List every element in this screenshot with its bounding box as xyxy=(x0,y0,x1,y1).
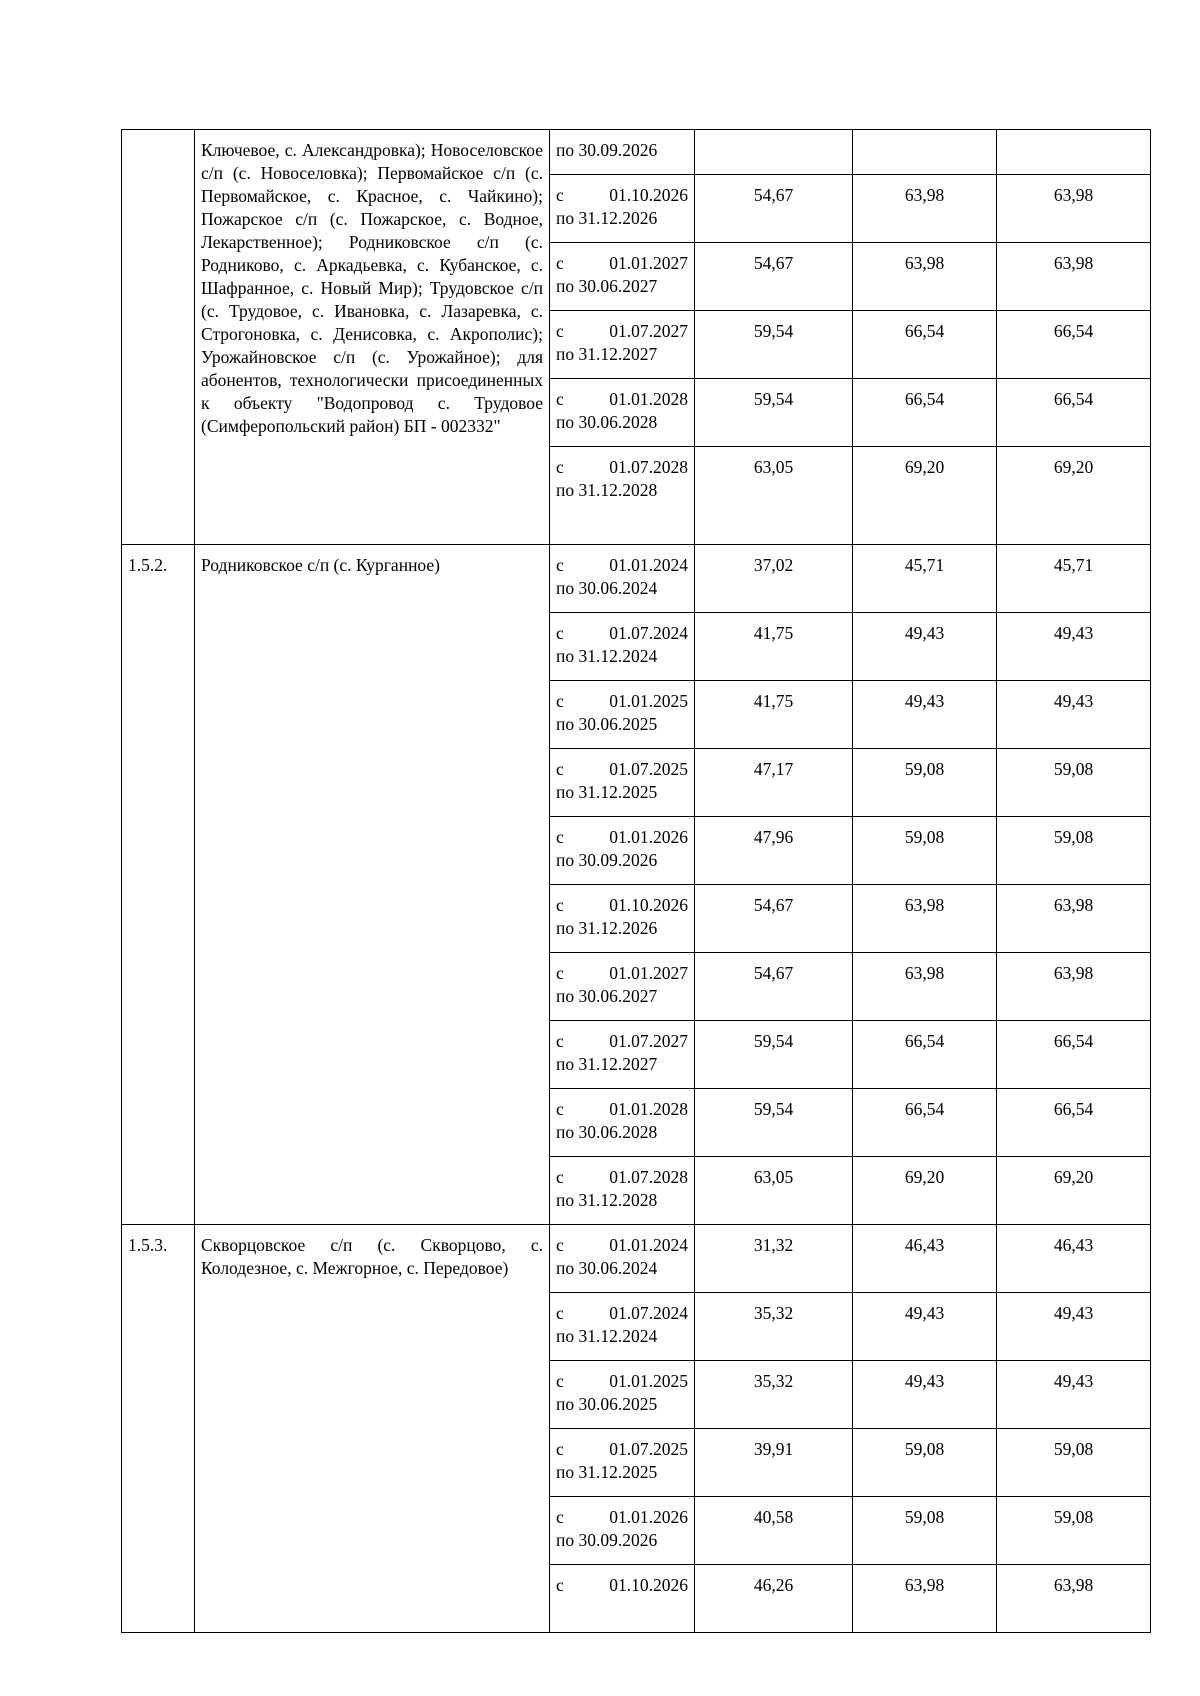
period-from-line xyxy=(556,184,688,207)
period-prefix: с xyxy=(556,1167,564,1187)
period-cell xyxy=(550,545,695,613)
tariff-value-3: 49,43 xyxy=(997,613,1151,681)
tariff-value-2: 49,43 xyxy=(853,1361,997,1429)
tariff-value-1: 59,54 xyxy=(695,1021,853,1089)
tariff-value-1: 47,17 xyxy=(695,749,853,817)
period-prefix: с xyxy=(556,555,564,575)
tariff-value-1: 41,75 xyxy=(695,613,853,681)
tariff-value-2: 49,43 xyxy=(853,681,997,749)
tariff-value-3: 59,08 xyxy=(997,749,1151,817)
period-from-line xyxy=(556,622,688,645)
period-to: по 30.09.2026 xyxy=(556,850,658,870)
period-cell xyxy=(550,379,695,447)
tariff-value-1: 59,54 xyxy=(695,311,853,379)
tariff-table-body xyxy=(122,130,1151,1633)
period-from: 01.01.2026 xyxy=(609,1507,688,1527)
tariff-value-2 xyxy=(853,130,997,175)
period-from: 01.07.2028 xyxy=(609,457,688,477)
period-from: 01.01.2025 xyxy=(609,1371,688,1391)
period-cell xyxy=(550,1497,695,1565)
tariff-value-3: 66,54 xyxy=(997,311,1151,379)
period-cell xyxy=(550,130,695,175)
tariff-value-1: 54,67 xyxy=(695,885,853,953)
period-from-line xyxy=(556,690,688,713)
period-prefix: с xyxy=(556,827,564,847)
period-to: по 30.06.2024 xyxy=(556,578,658,598)
settlement-name: Родниковское с/п (с. Курганное) xyxy=(195,545,550,1225)
item-number: 1.5.3. xyxy=(122,1225,195,1633)
period-from-line xyxy=(556,894,688,917)
period-cell xyxy=(550,681,695,749)
period-prefix: с xyxy=(556,1371,564,1391)
item-number: 1.5.2. xyxy=(122,545,195,1225)
tariff-value-1: 54,67 xyxy=(695,243,853,311)
tariff-value-1: 59,54 xyxy=(695,1089,853,1157)
settlement-name: Скворцовское с/п (с. Скворцово, с. Колодезное, с. Межгорное, с. Передовое) xyxy=(195,1225,550,1633)
period-to: по 30.06.2025 xyxy=(556,714,658,734)
table-row xyxy=(122,545,1151,613)
tariff-value-2: 63,98 xyxy=(853,1565,997,1633)
tariff-value-3: 49,43 xyxy=(997,1361,1151,1429)
tariff-value-3: 63,98 xyxy=(997,243,1151,311)
tariff-value-2: 63,98 xyxy=(853,175,997,243)
period-to: по 30.06.2027 xyxy=(556,986,658,1006)
period-prefix: с xyxy=(556,457,564,477)
tariff-value-1: 37,02 xyxy=(695,545,853,613)
tariff-value-3: 63,98 xyxy=(997,953,1151,1021)
tariff-value-1 xyxy=(695,130,853,175)
period-to: по 31.12.2025 xyxy=(556,782,658,802)
period-cell xyxy=(550,1089,695,1157)
period-from: 01.01.2027 xyxy=(609,253,688,273)
tariff-value-1: 54,67 xyxy=(695,175,853,243)
tariff-value-3: 63,98 xyxy=(997,175,1151,243)
period-to: по 30.06.2028 xyxy=(556,1122,658,1142)
tariff-value-1: 46,26 xyxy=(695,1565,853,1633)
tariff-value-3: 66,54 xyxy=(997,379,1151,447)
period-to: по 31.12.2026 xyxy=(556,918,658,938)
period-to: по 31.12.2024 xyxy=(556,1326,658,1346)
period-to: по 30.06.2027 xyxy=(556,276,658,296)
period-from: 01.01.2028 xyxy=(609,389,688,409)
period-cell xyxy=(550,311,695,379)
period-from-line xyxy=(556,1030,688,1053)
period-from: 01.01.2025 xyxy=(609,691,688,711)
period-from-line xyxy=(556,1574,688,1597)
period-to: по 31.12.2028 xyxy=(556,480,658,500)
tariff-value-2: 66,54 xyxy=(853,311,997,379)
tariff-value-3: 49,43 xyxy=(997,681,1151,749)
period-from-line xyxy=(556,1302,688,1325)
period-prefix: с xyxy=(556,185,564,205)
period-from-line xyxy=(556,1098,688,1121)
period-from-line xyxy=(556,388,688,411)
period-to: по 30.09.2026 xyxy=(556,140,658,160)
tariff-value-1: 39,91 xyxy=(695,1429,853,1497)
period-from: 01.07.2025 xyxy=(609,1439,688,1459)
tariff-value-2: 69,20 xyxy=(853,1157,997,1225)
period-to: по 31.12.2028 xyxy=(556,1190,658,1210)
period-cell xyxy=(550,1157,695,1225)
period-from-line xyxy=(556,1234,688,1257)
period-from: 01.01.2024 xyxy=(609,1235,688,1255)
period-to: по 31.12.2026 xyxy=(556,208,658,228)
period-from: 01.01.2028 xyxy=(609,1099,688,1119)
period-cell xyxy=(550,1565,695,1633)
period-prefix: с xyxy=(556,895,564,915)
tariff-value-2: 49,43 xyxy=(853,1293,997,1361)
item-number xyxy=(122,130,195,545)
period-cell xyxy=(550,447,695,545)
tariff-value-3: 63,98 xyxy=(997,885,1151,953)
period-prefix: с xyxy=(556,623,564,643)
period-prefix: с xyxy=(556,1031,564,1051)
period-from-line xyxy=(556,320,688,343)
period-from: 01.01.2024 xyxy=(609,555,688,575)
tariff-value-1: 31,32 xyxy=(695,1225,853,1293)
period-from-line xyxy=(556,456,688,479)
period-from: 01.10.2026 xyxy=(609,185,688,205)
tariff-value-1: 47,96 xyxy=(695,817,853,885)
tariff-value-1: 59,54 xyxy=(695,379,853,447)
period-cell xyxy=(550,953,695,1021)
period-cell xyxy=(550,1021,695,1089)
period-cell xyxy=(550,817,695,885)
tariff-value-2: 49,43 xyxy=(853,613,997,681)
period-cell xyxy=(550,749,695,817)
period-to: по 30.06.2028 xyxy=(556,412,658,432)
period-prefix: с xyxy=(556,1575,564,1595)
period-prefix: с xyxy=(556,321,564,341)
tariff-value-2: 46,43 xyxy=(853,1225,997,1293)
tariff-value-2: 59,08 xyxy=(853,749,997,817)
period-prefix: с xyxy=(556,963,564,983)
period-from-line xyxy=(556,758,688,781)
tariff-value-2: 66,54 xyxy=(853,379,997,447)
period-prefix: с xyxy=(556,389,564,409)
tariff-value-3: 45,71 xyxy=(997,545,1151,613)
period-to: по 31.12.2024 xyxy=(556,646,658,666)
tariff-value-3: 66,54 xyxy=(997,1089,1151,1157)
period-from: 01.07.2028 xyxy=(609,1167,688,1187)
period-from: 01.01.2026 xyxy=(609,827,688,847)
tariff-value-3: 63,98 xyxy=(997,1565,1151,1633)
period-prefix: с xyxy=(556,1099,564,1119)
period-prefix: с xyxy=(556,691,564,711)
period-from: 01.10.2026 xyxy=(609,895,688,915)
period-prefix: с xyxy=(556,1439,564,1459)
tariff-value-2: 69,20 xyxy=(853,447,997,545)
period-from-line xyxy=(556,1506,688,1529)
period-to: по 31.12.2027 xyxy=(556,1054,658,1074)
tariff-value-2: 63,98 xyxy=(853,243,997,311)
period-to: по 30.06.2024 xyxy=(556,1258,658,1278)
period-from: 01.07.2024 xyxy=(609,1303,688,1323)
tariff-value-2: 66,54 xyxy=(853,1021,997,1089)
period-cell xyxy=(550,1361,695,1429)
tariff-value-1: 41,75 xyxy=(695,681,853,749)
tariff-value-2: 45,71 xyxy=(853,545,997,613)
tariff-value-2: 63,98 xyxy=(853,885,997,953)
period-cell xyxy=(550,885,695,953)
period-from: 01.07.2027 xyxy=(609,321,688,341)
tariff-value-3: 66,54 xyxy=(997,1021,1151,1089)
period-from-line xyxy=(556,252,688,275)
settlement-name: Ключевое, с. Александровка); Новоселовское с/п (с. Новоселовка); Первомайское с/п (с. Первомайское, с. Красное, с. Чайкино); Пожарское с/п (с. Пожарское, с. Водное, Лекарственное); Родниковское с/п (с. Родниково, с. Аркадьевка, с. Кубанское, с. Шафранное, с. Новый Мир); Трудовское с/п (с. Трудовое, с. Ивановка, с. Лазаревка, с. Строгоновка, с. Денисовка, с. Акрополис); Урожайновское с/п (с. Урожайное); для абонентов, технологически присоединенных к объекту "Водопровод с. Трудовое (Симферопольский район) БП - 002332" xyxy=(195,130,550,545)
tariff-value-2: 59,08 xyxy=(853,817,997,885)
period-cell xyxy=(550,613,695,681)
period-from-line xyxy=(556,554,688,577)
tariff-value-2: 59,08 xyxy=(853,1429,997,1497)
period-from: 01.07.2025 xyxy=(609,759,688,779)
period-prefix: с xyxy=(556,253,564,273)
tariff-value-2: 59,08 xyxy=(853,1497,997,1565)
period-to: по 30.09.2026 xyxy=(556,1530,658,1550)
table-row xyxy=(122,130,1151,175)
period-from-line xyxy=(556,826,688,849)
tariff-value-3: 59,08 xyxy=(997,817,1151,885)
tariff-value-3: 69,20 xyxy=(997,447,1151,545)
period-from: 01.07.2027 xyxy=(609,1031,688,1051)
period-cell xyxy=(550,1225,695,1293)
tariff-value-1: 40,58 xyxy=(695,1497,853,1565)
period-from-line xyxy=(556,1438,688,1461)
period-prefix: с xyxy=(556,1507,564,1527)
period-cell xyxy=(550,175,695,243)
tariff-value-3: 69,20 xyxy=(997,1157,1151,1225)
period-from: 01.07.2024 xyxy=(609,623,688,643)
period-from-line xyxy=(556,1370,688,1393)
period-prefix: с xyxy=(556,759,564,779)
tariff-value-2: 66,54 xyxy=(853,1089,997,1157)
tariff-value-3: 59,08 xyxy=(997,1497,1151,1565)
tariff-value-3: 59,08 xyxy=(997,1429,1151,1497)
period-cell xyxy=(550,243,695,311)
period-cell xyxy=(550,1293,695,1361)
period-from: 01.10.2026 xyxy=(609,1575,688,1595)
period-from-line xyxy=(556,1166,688,1189)
tariff-value-1: 35,32 xyxy=(695,1361,853,1429)
period-from: 01.01.2027 xyxy=(609,963,688,983)
tariff-value-1: 63,05 xyxy=(695,1157,853,1225)
tariff-value-3: 49,43 xyxy=(997,1293,1151,1361)
tariff-value-2: 63,98 xyxy=(853,953,997,1021)
tariff-value-1: 54,67 xyxy=(695,953,853,1021)
tariff-value-3: 46,43 xyxy=(997,1225,1151,1293)
tariff-value-1: 63,05 xyxy=(695,447,853,545)
period-from-line xyxy=(556,962,688,985)
period-to: по 30.06.2025 xyxy=(556,1394,658,1414)
tariff-table xyxy=(121,129,1151,1633)
period-to: по 31.12.2027 xyxy=(556,344,658,364)
table-row xyxy=(122,1225,1151,1293)
period-cell xyxy=(550,1429,695,1497)
period-prefix: с xyxy=(556,1235,564,1255)
period-prefix: с xyxy=(556,1303,564,1323)
period-to: по 31.12.2025 xyxy=(556,1462,658,1482)
tariff-value-3 xyxy=(997,130,1151,175)
tariff-value-1: 35,32 xyxy=(695,1293,853,1361)
